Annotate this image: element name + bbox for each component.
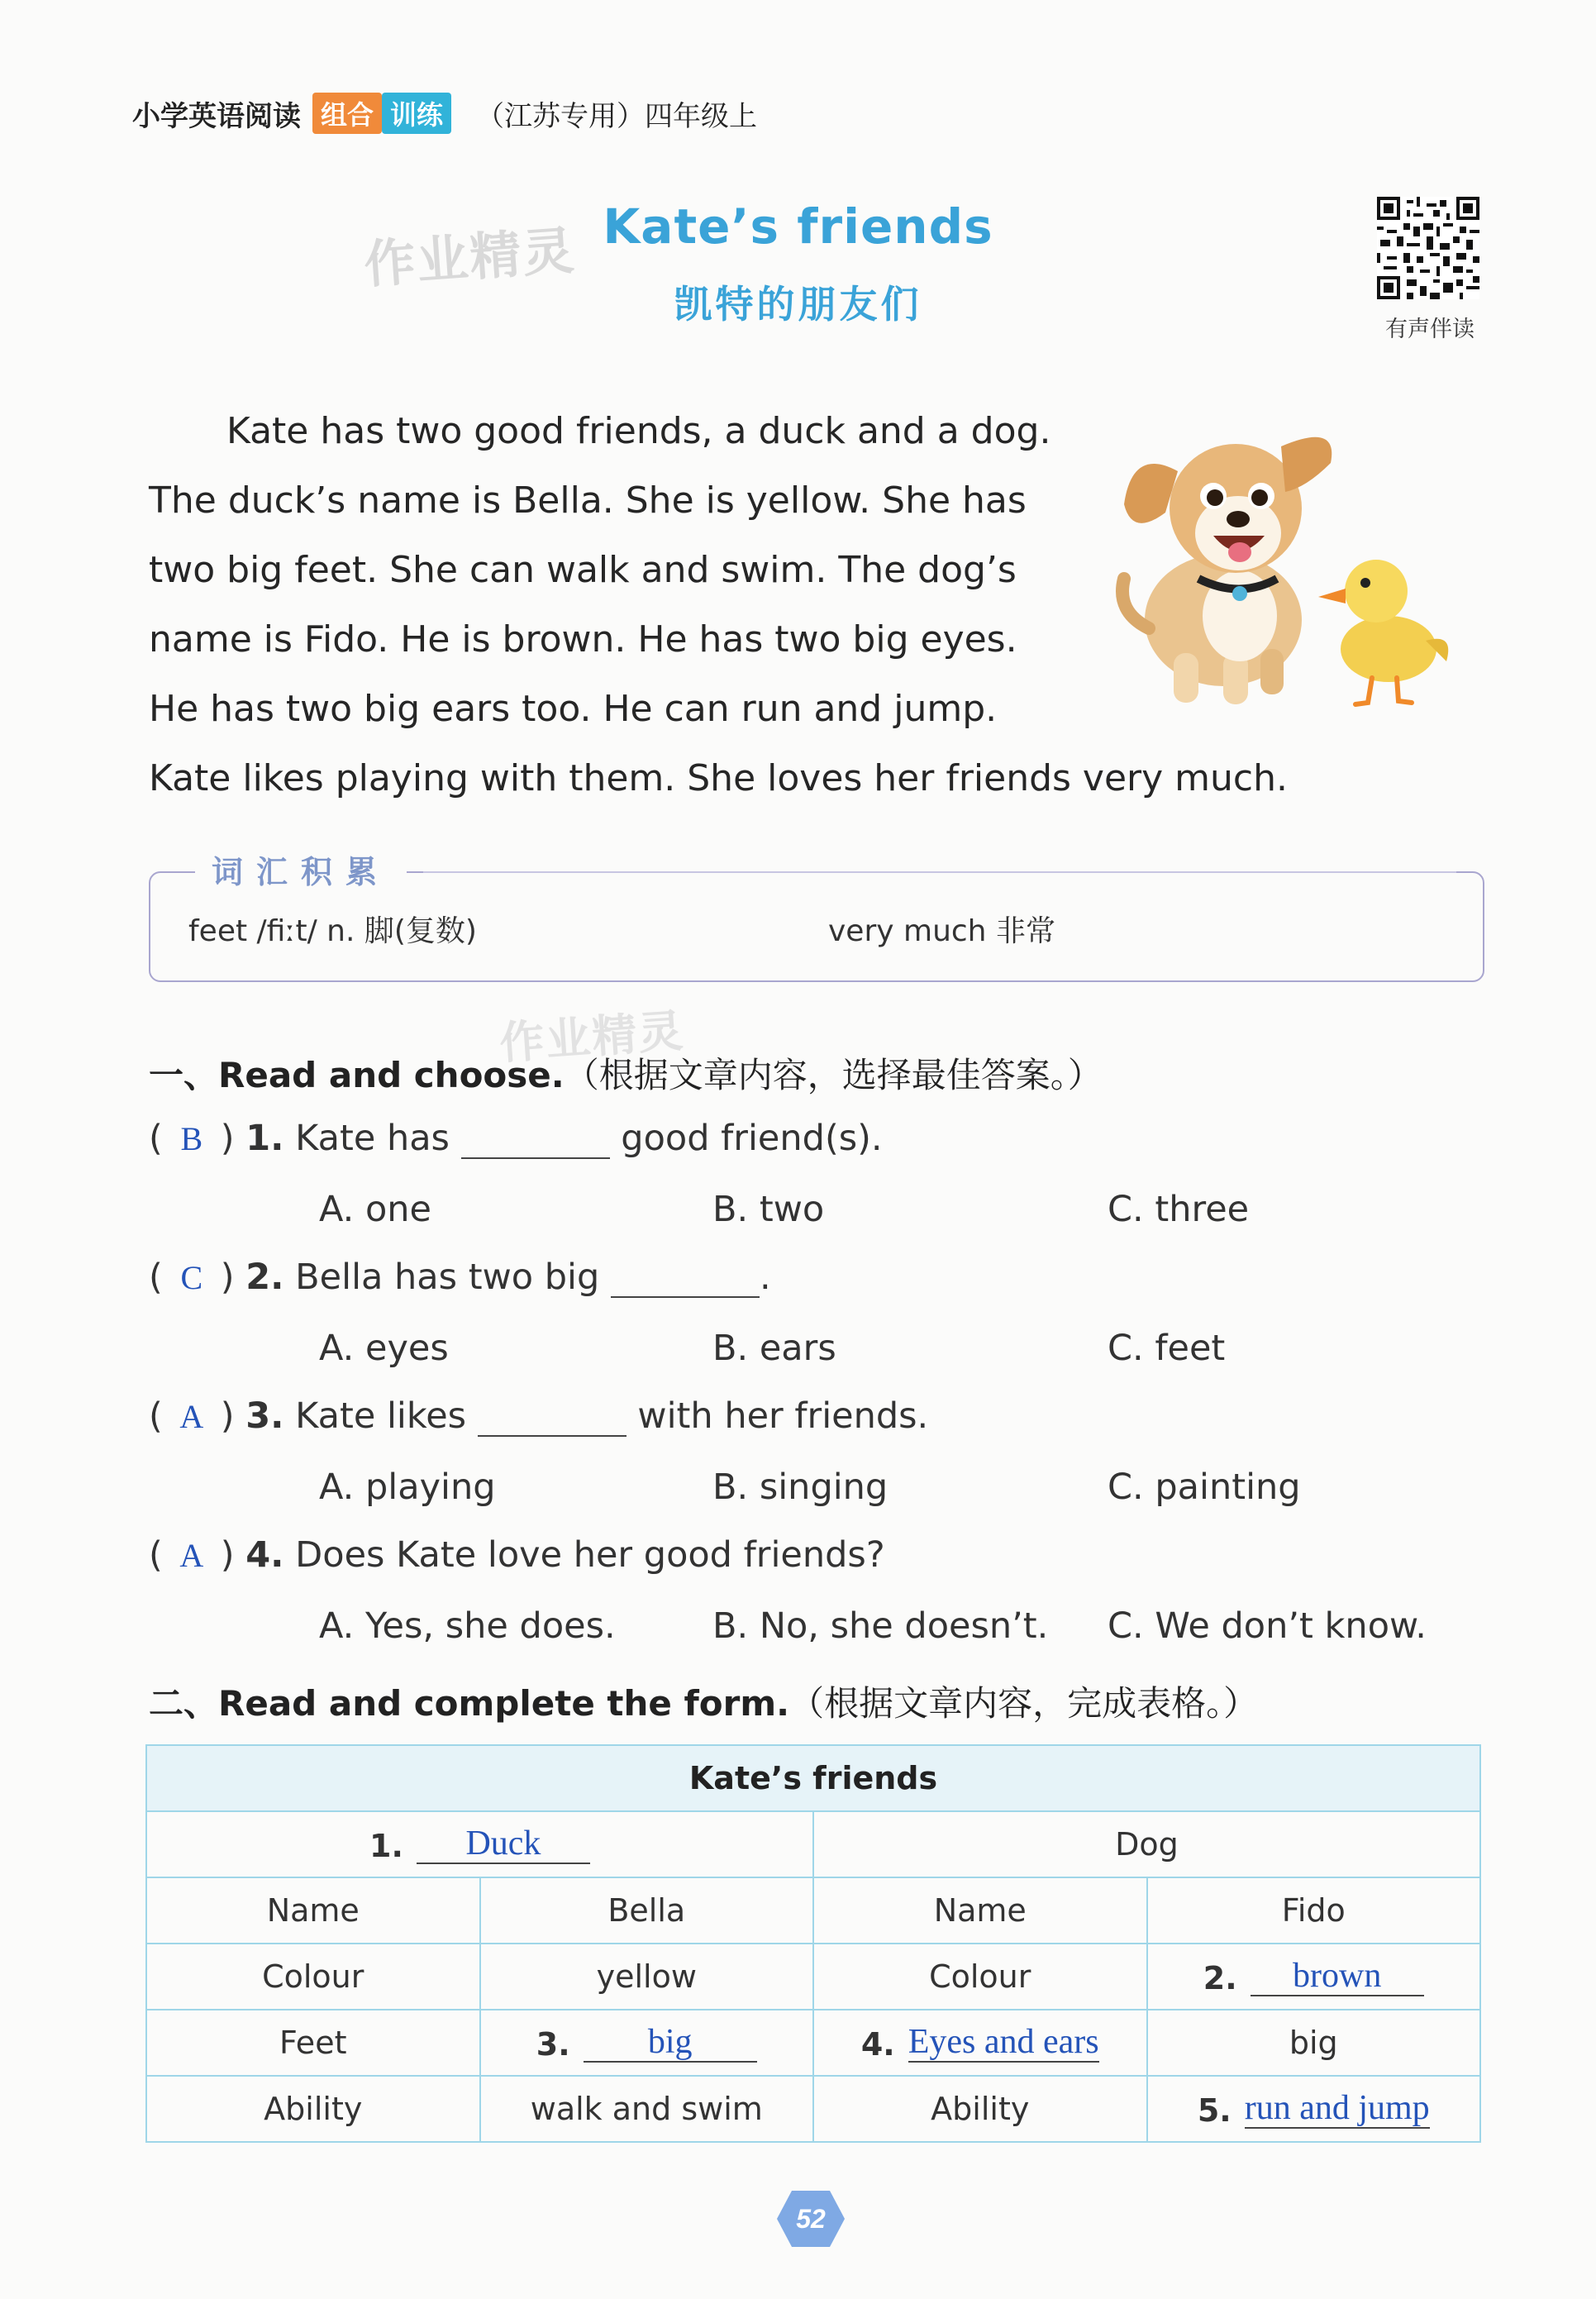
blank[interactable] [461, 1119, 610, 1159]
dog-icon [1122, 437, 1332, 704]
series-title: 小学英语阅读 [132, 99, 301, 133]
lesson-subtitle: 凯特的朋友们 [674, 282, 922, 327]
qr-code-icon[interactable] [1377, 197, 1479, 299]
fill-3[interactable]: big [584, 2023, 757, 2063]
table-row: Name Bella Name Fido [146, 1877, 1480, 1944]
fill-2[interactable]: brown [1251, 1957, 1424, 1996]
answer-2[interactable]: C [180, 1259, 203, 1296]
cell-fill-5: 5. run and jump [1147, 2076, 1481, 2142]
book-header [132, 93, 757, 134]
cell-fill-4: 4. Eyes and ears [813, 2010, 1147, 2076]
page-number: 52 [796, 2204, 826, 2234]
passage-line: Kate likes playing with them. She loves her friends very much. [149, 757, 1288, 799]
section-2-heading: 二、Read and complete the form.（根据文章内容，完成表格。） [149, 1683, 1259, 1724]
option-c[interactable]: C. three [1108, 1189, 1250, 1230]
table-row: Colour yellow Colour 2. brown [146, 1944, 1480, 2010]
cell-fill-3: 3. big [480, 2010, 814, 2076]
question-2: ( C ) 2. Bella has two big . [149, 1257, 771, 1298]
option-a[interactable]: A. playing [319, 1467, 496, 1508]
fill-5[interactable]: run and jump [1244, 2089, 1430, 2127]
section-1-heading: 一、Read and choose.（根据文章内容，选择最佳答案。） [149, 1055, 1103, 1095]
option-c[interactable]: C. painting [1108, 1467, 1301, 1508]
edition-label: （江苏专用）四年级上 [476, 99, 758, 133]
column-duck-header: 1. Duck [146, 1811, 813, 1877]
option-c[interactable]: C. feet [1108, 1328, 1226, 1369]
option-b[interactable]: B. two [712, 1189, 825, 1230]
question-4: ( A ) 4. Does Kate love her good friends? [149, 1534, 885, 1576]
duck-icon [1318, 560, 1448, 704]
lesson-title: Kate’s friends [603, 198, 993, 255]
dog-and-duck-illustration [1099, 413, 1463, 711]
passage-line: Kate has two good friends, a duck and a dog. [226, 410, 1051, 452]
cell-fill-2: 2. brown [1147, 1944, 1481, 2010]
blank[interactable] [478, 1397, 626, 1437]
friends-table [145, 1744, 1481, 2143]
fill-4[interactable]: Eyes and ears [908, 2023, 1099, 2061]
question-3: ( A ) 3. Kate likes with her friends. [149, 1395, 929, 1437]
answer-3[interactable]: A [179, 1398, 204, 1435]
table-caption: Kate’s friends [146, 1745, 1480, 1811]
blank[interactable] [611, 1258, 760, 1298]
option-a[interactable]: A. one [319, 1189, 432, 1230]
option-b[interactable]: B. ears [712, 1328, 836, 1369]
option-b[interactable]: B. singing [712, 1467, 889, 1508]
vocab-item-feet: feet /fiːt/ n. 脚(复数) [188, 914, 477, 948]
option-a[interactable]: A. eyes [319, 1328, 449, 1369]
table-row: Ability walk and swim Ability 5. run and jump [146, 2076, 1480, 2142]
answer-4[interactable]: A [179, 1537, 204, 1574]
fill-1[interactable]: Duck [417, 1824, 590, 1864]
passage-line: name is Fido. He is brown. He has two big eyes. [149, 618, 1017, 661]
option-b[interactable]: B. No, she doesn’t. [712, 1605, 1049, 1647]
table-row: Feet 3. big 4. Eyes and ears big [146, 2010, 1480, 2076]
answer-1[interactable]: B [180, 1120, 203, 1157]
option-a[interactable]: A. Yes, she does. [319, 1605, 616, 1647]
tag-combo: 组合 [312, 93, 382, 134]
column-dog-header: Dog [813, 1811, 1480, 1877]
watermark-2: 作业精灵 [498, 1004, 687, 1070]
tag-training: 训练 [382, 93, 451, 134]
option-c[interactable]: C. We don’t know. [1108, 1605, 1427, 1647]
page-number-badge [775, 2189, 846, 2249]
qr-label: 有声伴读 [1385, 317, 1475, 342]
question-1: ( B ) 1. Kate has good friend(s). [149, 1118, 883, 1159]
vocab-heading: 词汇积累 [195, 847, 407, 892]
passage-line: He has two big ears too. He can run and jump. [149, 688, 998, 730]
passage-line: two big feet. She can walk and swim. The dog’s [149, 549, 1017, 591]
passage-line: The duck’s name is Bella. She is yellow. She has [149, 479, 1027, 522]
vocab-item-very-much: very much 非常 [828, 914, 1055, 948]
watermark: 作业精灵 [362, 220, 578, 295]
